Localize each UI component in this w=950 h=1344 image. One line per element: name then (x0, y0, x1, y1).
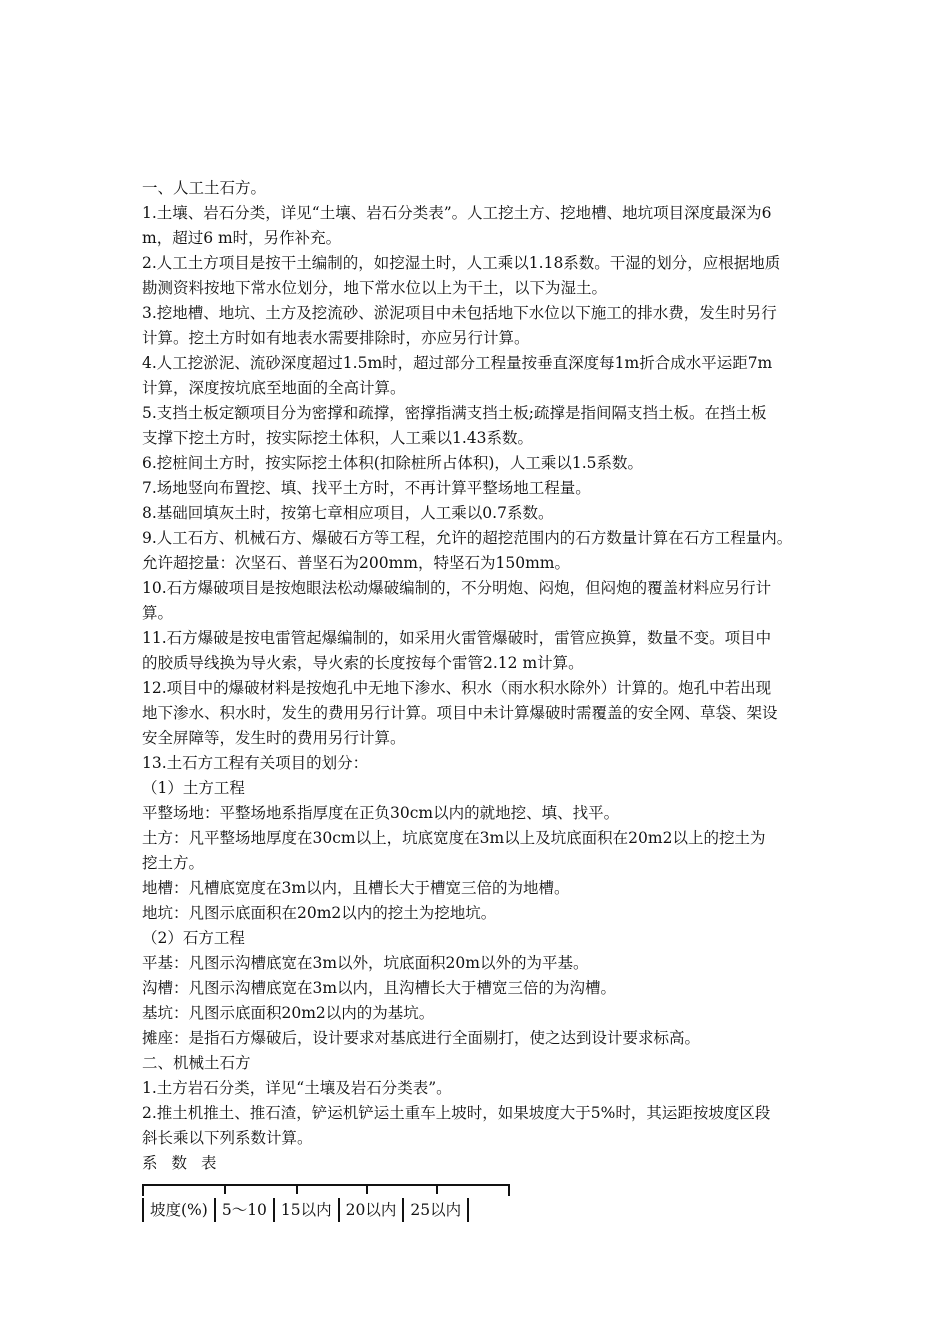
table-cell: 15以内 (274, 1198, 339, 1222)
table-divider-tick (224, 1186, 226, 1194)
text-line: 基坑：凡图示底面积20m2以内的为基坑。 (142, 1004, 435, 1022)
text-line: 勘测资料按地下常水位划分，地下常水位以上为干土，以下为湿土。 (142, 279, 608, 297)
text-line: 13.土石方工程有关项目的划分： (142, 754, 369, 772)
text-line: 二、机械土石方 (142, 1054, 251, 1072)
table-row (143, 1198, 468, 1222)
text-line: 计算，深度按坑底至地面的全高计算。 (142, 379, 406, 397)
text-line: 8.基础回填灰土时，按第七章相应项目，人工乘以0.7系数。 (142, 504, 554, 522)
text-line: 允许超挖量：次坚石、普坚石为200mm，特坚石为150mm。 (142, 554, 570, 572)
text-line: 摊座：是指石方爆破后，设计要求对基底进行全面剔打，使之达到设计要求标高。 (142, 1029, 701, 1047)
text-line: 算。 (142, 604, 174, 622)
text-line: 的胶质导线换为导火索，导火索的长度按每个雷管2.12 m计算。 (142, 654, 584, 672)
text-line: 5.支挡土板定额项目分为密撑和疏撑，密撑指满支挡土板;疏撑是指间隔支挡土板。在挡土板 (142, 404, 767, 422)
table-cell: 20以内 (339, 1198, 404, 1222)
table-divider-tick (296, 1186, 298, 1194)
text-line: 地下渗水、积水时，发生的费用另行计算。项目中未计算爆破时需覆盖的安全网、草袋、架设 (142, 704, 778, 722)
text-line: 一、人工土石方。 (142, 179, 267, 197)
text-line: 11.石方爆破是按电雷管起爆编制的，如采用火雷管爆破时，雷管应换算，数量不变。项目中 (142, 629, 772, 647)
text-line: 地坑：凡图示底面积在20m2以内的挖土为挖地坑。 (142, 904, 497, 922)
text-line: 1.土壤、岩石分类，详见“土壤、岩石分类表”。人工挖土方、挖地槽、地坑项目深度最深为6 (142, 204, 772, 222)
text-line: 挖土方。 (142, 854, 205, 872)
text-line: （1）土方工程 (142, 779, 245, 797)
text-line: 斜长乘以下列系数计算。 (142, 1129, 313, 1147)
table-cell: 5～10 (215, 1198, 274, 1222)
text-line: 土方：凡平整场地厚度在30cm以上，坑底宽度在3m以上及坑底面积在20m2以上的挖土为 (142, 829, 766, 847)
text-line: 4.人工挖淤泥、流砂深度超过1.5m时，超过部分工程量按垂直深度每1m折合成水平运距7m (142, 354, 773, 372)
table-top-border (142, 1184, 510, 1196)
text-line: 6.挖桩间土方时，按实际挖土体积(扣除桩所占体积)，人工乘以1.5系数。 (142, 454, 644, 472)
table-divider-tick (436, 1186, 438, 1194)
text-line: 安全屏障等，发生时的费用另行计算。 (142, 729, 406, 747)
table-cell: 坡度(%) (143, 1198, 215, 1222)
text-line: 计算。挖土方时如有地表水需要排除时，亦应另行计算。 (142, 329, 530, 347)
coefficient-table-grid (142, 1198, 469, 1222)
text-line: 3.挖地槽、地坑、土方及挖流砂、淤泥项目中未包括地下水位以下施工的排水费，发生时另行 (142, 304, 777, 322)
text-line: 2.人工土方项目是按干土编制的，如挖湿土时，人工乘以1.18系数。干湿的划分，应根据地质 (142, 254, 781, 272)
text-line: 10.石方爆破项目是按炮眼法松动爆破编制的，不分明炮、闷炮，但闷炮的覆盖材料应另行计 (142, 579, 772, 597)
document-body (142, 176, 832, 1151)
text-line: 12.项目中的爆破材料是按炮孔中无地下渗水、积水（雨水积水除外）计算的。炮孔中若出现 (142, 679, 772, 697)
text-line: 支撑下挖土方时，按实际挖土体积，人工乘以1.43系数。 (142, 429, 534, 447)
text-line: m，超过6 m时，另作补充。 (142, 229, 342, 247)
table-cell: 25以内 (403, 1198, 468, 1222)
text-line: 地槽：凡槽底宽度在3m以内，且槽长大于槽宽三倍的为地槽。 (142, 879, 570, 897)
text-line: 沟槽：凡图示沟槽底宽在3m以内，且沟槽长大于槽宽三倍的为沟槽。 (142, 979, 617, 997)
text-line: （2）石方工程 (142, 929, 245, 947)
text-line: 9.人工石方、机械石方、爆破石方等工程，允许的超挖范围内的石方数量计算在石方工程量内。 (142, 529, 793, 547)
document-page (142, 176, 832, 1222)
table-caption: 系数表 (142, 1154, 231, 1172)
text-line: 1.土方岩石分类，详见“土壤及岩石分类表”。 (142, 1079, 452, 1097)
text-line: 7.场地竖向布置挖、填、找平土方时，不再计算平整场地工程量。 (142, 479, 591, 497)
text-line: 平基：凡图示沟槽底宽在3m以外，坑底面积20m以外的为平基。 (142, 954, 589, 972)
coefficient-table (142, 1184, 508, 1222)
text-line: 2.推土机推土、推石渣，铲运机铲运土重车上坡时，如果坡度大于5%时，其运距按坡度区段 (142, 1104, 771, 1122)
table-divider-tick (366, 1186, 368, 1194)
text-line: 平整场地：平整场地系指厚度在正负30cm以内的就地挖、填、找平。 (142, 804, 620, 822)
